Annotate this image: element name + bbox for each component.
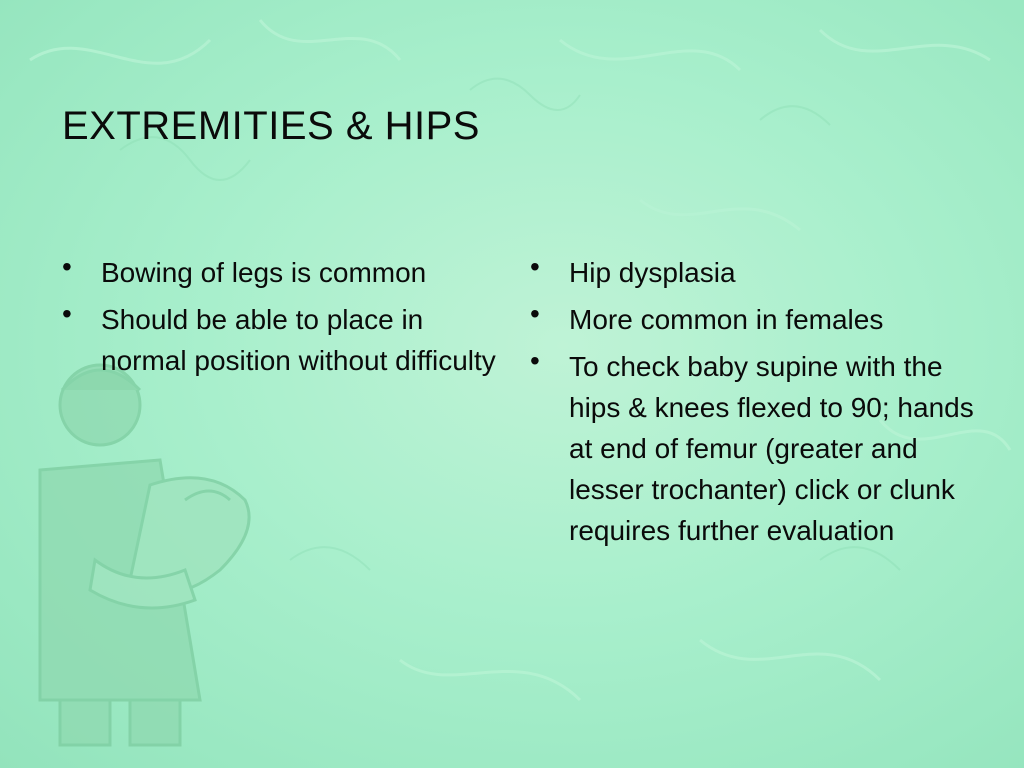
bullet-icon: •	[530, 251, 540, 282]
bullet-icon: •	[530, 298, 540, 329]
bullet-text: More common in females	[569, 304, 884, 335]
bullet-icon: •	[62, 251, 72, 282]
left-bullet-list	[62, 252, 502, 387]
bullet-text: Should be able to place in normal position without difficulty	[101, 304, 496, 376]
bullet-text: Bowing of legs is common	[101, 257, 427, 288]
list-item	[530, 252, 980, 293]
nurse-holding-baby-illustration	[40, 365, 249, 745]
bullet-icon: •	[62, 298, 72, 329]
bullet-icon: •	[530, 345, 540, 376]
list-item	[62, 299, 502, 381]
right-bullet-list	[530, 252, 980, 557]
slide-title: EXTREMITIES & HIPS	[62, 104, 480, 148]
bullet-text: Hip dysplasia	[569, 257, 736, 288]
list-item	[530, 299, 980, 340]
list-item	[530, 346, 980, 551]
list-item	[62, 252, 502, 293]
bullet-text: To check baby supine with the hips & knees flexed to 90; hands at end of femur (greater and lesser trochanter) click or clunk requires further evaluation	[569, 351, 974, 546]
